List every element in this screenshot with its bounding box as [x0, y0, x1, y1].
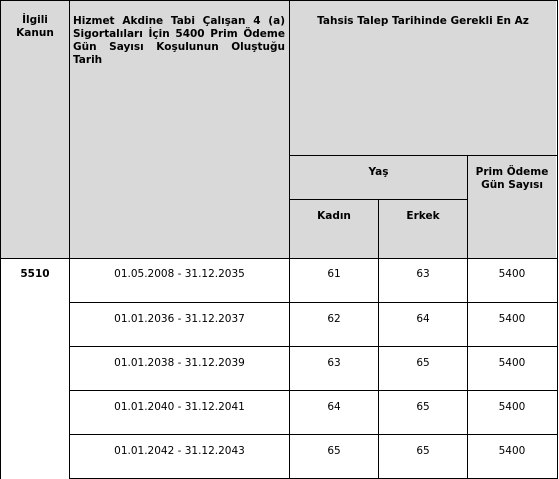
- table-row-5-male: 65: [416, 445, 430, 457]
- divider: [378, 199, 379, 479]
- table-row-2-female: 62: [327, 313, 341, 325]
- table-row-3-days: 5400: [498, 357, 526, 369]
- header-male-cell: [379, 200, 467, 258]
- divider: [70, 390, 558, 391]
- table-row-3-female: 63: [327, 357, 341, 369]
- required-minimum-header: Tahsis Talep Tarihinde Gerekli En Az: [317, 15, 529, 27]
- table-row-2-period: 01.01.2036 - 31.12.2037: [114, 313, 245, 325]
- table-row-1-period: 01.05.2008 - 31.12.2035: [114, 268, 245, 280]
- table-row-2-days: 5400: [498, 313, 526, 325]
- divider: [289, 0, 290, 479]
- divider: [290, 199, 468, 200]
- header-female-cell: [290, 200, 378, 258]
- divider: [69, 0, 70, 479]
- premium-days-header: Prim Ödeme Gün Sayısı: [475, 166, 549, 191]
- date-column-header: Hizmet Akdine Tabi Çalışan 4 (a) Sigortalıları İçin 5400 Prim Ödeme Gün Sayısı Koşulunun Oluştuğu Tarih: [73, 15, 285, 66]
- law-number: 5510: [20, 268, 50, 280]
- table-border-top: [0, 0, 558, 1]
- table-row-5-female: 65: [327, 445, 341, 457]
- header-bottom-divider: [0, 258, 558, 259]
- table-row-1-male: 63: [416, 268, 430, 280]
- table-row-2-male: 64: [416, 313, 430, 325]
- table-row-3-period: 01.01.2038 - 31.12.2039: [114, 357, 245, 369]
- table-row-4-female: 64: [327, 401, 341, 413]
- female-header: Kadın: [317, 210, 351, 222]
- divider: [467, 155, 468, 479]
- table-row-1-female: 61: [327, 268, 341, 280]
- law-header-label: İlgili Kanun: [16, 14, 54, 39]
- age-header: Yaş: [368, 166, 389, 178]
- table-row-5-days: 5400: [498, 445, 526, 457]
- table-row-4-period: 01.01.2040 - 31.12.2041: [114, 401, 245, 413]
- table-row-4-days: 5400: [498, 401, 526, 413]
- table-row-3-male: 65: [416, 357, 430, 369]
- table-row-5-period: 01.01.2042 - 31.12.2043: [114, 445, 245, 457]
- divider: [70, 346, 558, 347]
- divider: [290, 155, 558, 156]
- table-row-1-days: 5400: [498, 268, 526, 280]
- table-border-right: [557, 0, 558, 479]
- table-border-left: [0, 0, 1, 479]
- table-row-4-male: 65: [416, 401, 430, 413]
- divider: [70, 434, 558, 435]
- male-header: Erkek: [406, 210, 440, 222]
- divider: [70, 302, 558, 303]
